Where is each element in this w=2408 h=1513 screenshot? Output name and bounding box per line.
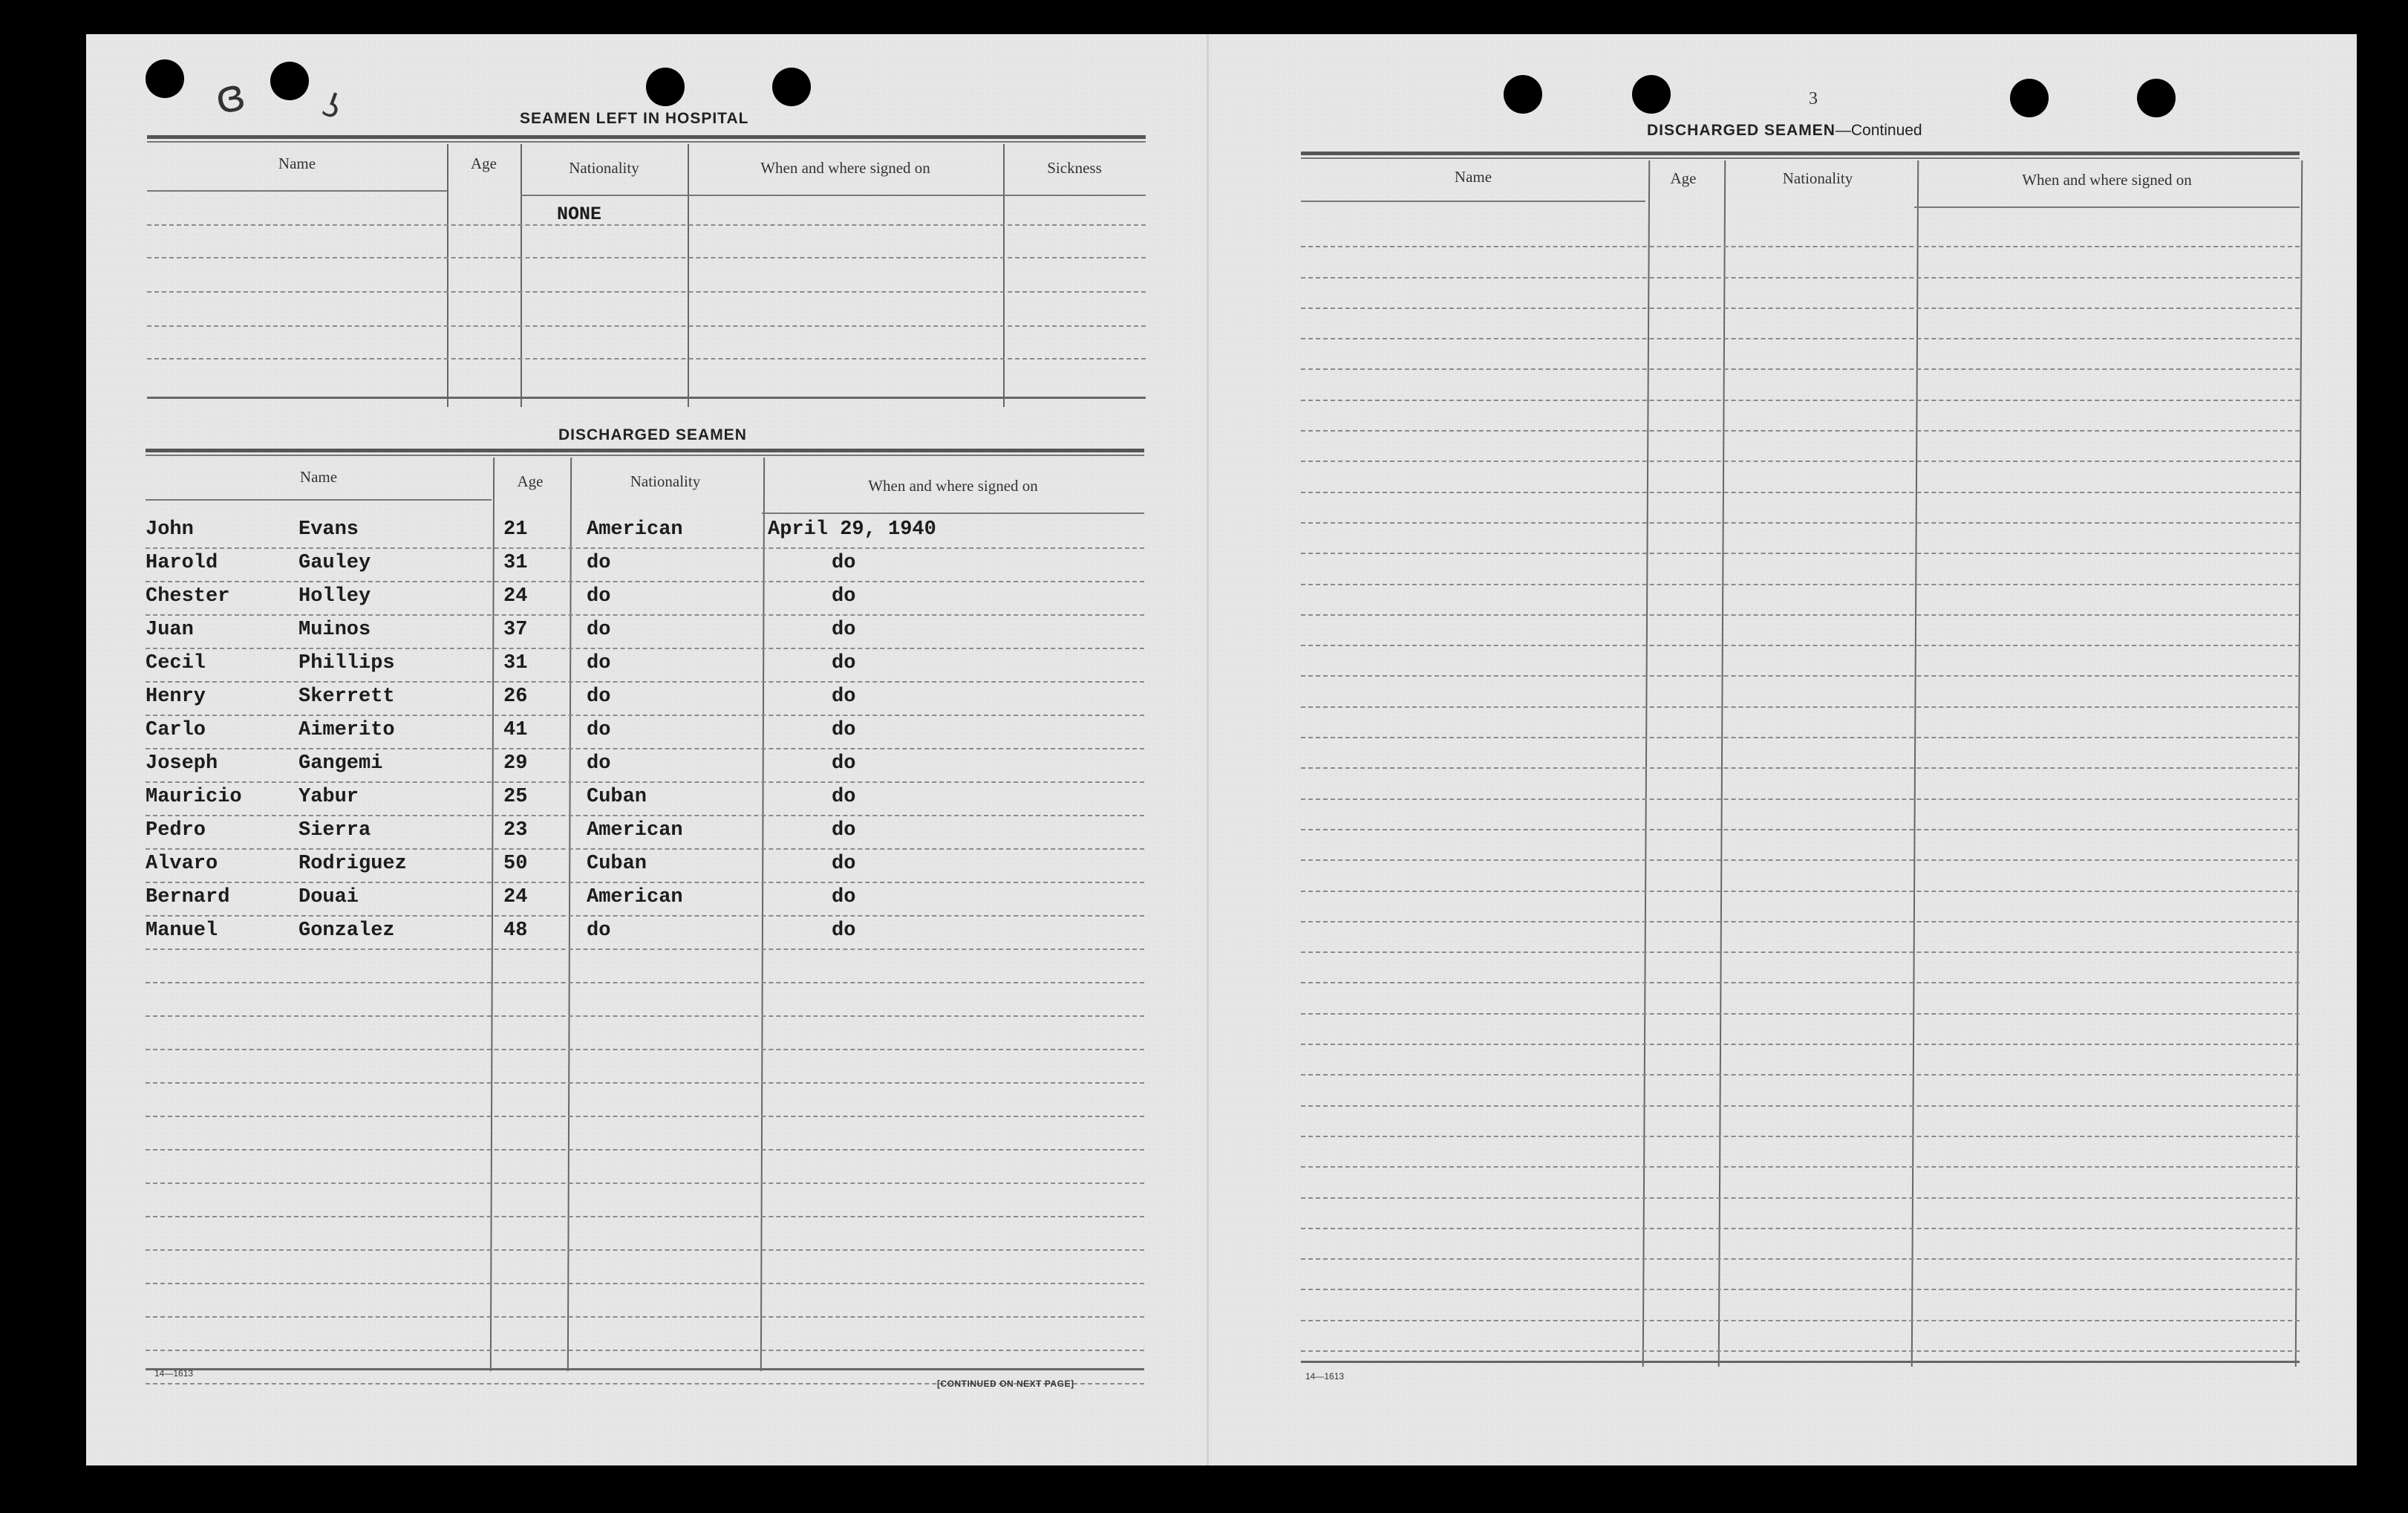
seaman-first-name: Bernard: [146, 886, 230, 908]
table-row: [146, 1217, 1144, 1251]
page-number: 3: [1809, 89, 1818, 108]
table-row: [1301, 861, 2300, 891]
seaman-signed-on: do: [832, 719, 856, 741]
hospital-table: [147, 135, 1146, 407]
page-fold: [1207, 34, 1209, 1465]
seaman-age: 26: [503, 686, 528, 708]
seaman-last-name: Sierra: [298, 819, 371, 842]
punch-hole: [270, 62, 309, 100]
table-row: [1301, 769, 2300, 799]
table-row: [1301, 923, 2300, 953]
table-row: [146, 683, 1144, 716]
seaman-signed-on: do: [832, 886, 856, 908]
seaman-nationality: American: [587, 518, 683, 541]
seaman-last-name: Muinos: [298, 619, 371, 641]
table-row: [146, 883, 1144, 917]
seaman-signed-on: do: [832, 752, 856, 775]
table-row: [1301, 432, 2300, 462]
table-row: [146, 950, 1144, 983]
seaman-signed-on: do: [832, 920, 856, 942]
seaman-signed-on: April 29, 1940: [768, 518, 936, 541]
table-row: [146, 582, 1144, 616]
table-row: [146, 549, 1144, 582]
seaman-first-name: Alvaro: [146, 853, 218, 875]
column-header-nationality: Nationality: [1782, 169, 1853, 187]
seaman-last-name: Gauley: [298, 552, 371, 574]
table-row: [1301, 646, 2300, 677]
pencil-mark: ʖ: [317, 85, 347, 128]
table-row: [146, 783, 1144, 816]
seaman-age: 23: [503, 819, 528, 842]
seaman-age: 48: [503, 920, 528, 942]
seaman-signed-on: do: [832, 786, 856, 808]
table-row: [1301, 1199, 2300, 1229]
seaman-age: 29: [503, 752, 528, 775]
seaman-first-name: Chester: [146, 585, 230, 608]
table-row: [1301, 524, 2300, 554]
seaman-nationality: American: [587, 819, 683, 842]
column-header-age: Age: [471, 154, 497, 172]
table-row: [1301, 462, 2300, 492]
punch-hole: [2010, 79, 2049, 117]
table-row: [1301, 279, 2300, 309]
column-header-signed-on: When and where signed on: [868, 477, 1038, 495]
table-row: [146, 917, 1144, 950]
seaman-last-name: Rodriguez: [298, 853, 407, 875]
seaman-nationality: do: [587, 619, 611, 641]
table-row: [1301, 401, 2300, 432]
table-row: [1301, 1321, 2300, 1352]
table-row: [1301, 1291, 2300, 1321]
seaman-first-name: Carlo: [146, 719, 206, 741]
seaman-first-name: Juan: [146, 619, 194, 641]
table-row: [1301, 1168, 2300, 1198]
table-row: [1301, 677, 2300, 708]
seaman-nationality: do: [587, 552, 611, 574]
column-header-sickness: Sickness: [1047, 159, 1102, 177]
seaman-age: 25: [503, 786, 528, 808]
seaman-signed-on: do: [832, 853, 856, 875]
seaman-nationality: do: [587, 752, 611, 775]
table-row: [1301, 800, 2300, 830]
seaman-last-name: Skerrett: [298, 686, 395, 708]
table-row: [146, 983, 1144, 1017]
column-header-name: Name: [278, 154, 316, 172]
form-number: 14—1613: [154, 1368, 194, 1379]
table-row: [146, 1251, 1144, 1284]
seaman-nationality: do: [587, 652, 611, 674]
table-row: [1301, 309, 2300, 339]
table-row: [146, 1318, 1144, 1351]
seaman-age: 31: [503, 652, 528, 674]
seaman-age: 37: [503, 619, 528, 641]
table-row: [1301, 217, 2300, 247]
seaman-age: 50: [503, 853, 528, 875]
seaman-age: 41: [503, 719, 528, 741]
seaman-first-name: Cecil: [146, 652, 206, 674]
seaman-age: 31: [503, 552, 528, 574]
table-row: [1301, 585, 2300, 616]
seaman-signed-on: do: [832, 819, 856, 842]
hospital-section-title: SEAMEN LEFT IN HOSPITAL: [520, 110, 749, 127]
seaman-nationality: do: [587, 920, 611, 942]
table-row: [1301, 1015, 2300, 1045]
table-row: [146, 1184, 1144, 1217]
table-row: [1301, 953, 2300, 983]
table-row: [1301, 830, 2300, 861]
table-row: [1301, 1107, 2300, 1137]
seaman-last-name: Aimerito: [298, 719, 395, 741]
table-row: [146, 716, 1144, 749]
table-row: [146, 616, 1144, 649]
form-number: 14—1613: [1305, 1371, 1345, 1382]
continued-note: [CONTINUED ON NEXT PAGE]: [937, 1379, 1074, 1389]
seaman-first-name: Pedro: [146, 819, 206, 842]
table-row: [1301, 1045, 2300, 1076]
table-row: [1301, 1137, 2300, 1168]
punch-hole: [2137, 79, 2176, 117]
continued-table: [1301, 152, 2300, 1370]
seaman-first-name: Joseph: [146, 752, 218, 775]
continued-section-title: [1647, 122, 1922, 140]
seaman-age: 24: [503, 585, 528, 608]
column-header-signed-on: When and where signed on: [2022, 171, 2192, 189]
seaman-nationality: do: [587, 686, 611, 708]
table-row: [146, 1084, 1144, 1117]
column-header-nationality: Nationality: [630, 472, 701, 490]
continued-title-suffix: —Continued: [1835, 122, 1922, 139]
table-row: [146, 1151, 1144, 1184]
table-row: [1301, 984, 2300, 1015]
pencil-mark: ɞ: [210, 68, 250, 126]
continued-title-main: DISCHARGED SEAMEN: [1647, 122, 1836, 139]
discharged-table: [146, 449, 1144, 1374]
table-row: [1301, 1260, 2300, 1290]
seaman-nationality: American: [587, 886, 683, 908]
table-row: [146, 515, 1144, 549]
table-row: [1301, 1076, 2300, 1106]
seaman-signed-on: do: [832, 585, 856, 608]
table-row: [1301, 371, 2300, 401]
seaman-first-name: John: [146, 518, 194, 541]
table-row: [1301, 738, 2300, 769]
seaman-first-name: Harold: [146, 552, 218, 574]
table-row: [1301, 247, 2300, 278]
seaman-signed-on: do: [832, 552, 856, 574]
seaman-nationality: Cuban: [587, 853, 647, 875]
table-row: [1301, 493, 2300, 524]
seaman-age: 24: [503, 886, 528, 908]
seaman-last-name: Gonzalez: [298, 920, 395, 942]
seaman-last-name: Phillips: [298, 652, 395, 674]
table-row: [146, 749, 1144, 783]
table-row: [146, 1017, 1144, 1050]
punch-hole: [1504, 75, 1542, 114]
table-row: [1301, 339, 2300, 370]
discharged-section-title: DISCHARGED SEAMEN: [558, 426, 747, 443]
seaman-first-name: Henry: [146, 686, 206, 708]
seaman-nationality: do: [587, 719, 611, 741]
seaman-last-name: Gangemi: [298, 752, 383, 775]
seaman-last-name: Douai: [298, 886, 359, 908]
table-row: [146, 649, 1144, 683]
column-header-age: Age: [1670, 169, 1697, 187]
table-row: [1301, 554, 2300, 585]
column-header-age: Age: [517, 472, 544, 490]
table-row: [146, 1117, 1144, 1151]
seaman-first-name: Manuel: [146, 920, 218, 942]
seaman-signed-on: do: [832, 686, 856, 708]
seaman-first-name: Mauricio: [146, 786, 242, 808]
table-row: [1301, 708, 2300, 738]
seaman-nationality: Cuban: [587, 786, 647, 808]
seaman-last-name: Evans: [298, 518, 359, 541]
table-row: [146, 850, 1144, 883]
seaman-signed-on: do: [832, 652, 856, 674]
seaman-age: 21: [503, 518, 528, 541]
table-row: [146, 1284, 1144, 1318]
punch-hole: [772, 68, 811, 106]
table-row: [1301, 892, 2300, 923]
seaman-last-name: Yabur: [298, 786, 359, 808]
table-row: [1301, 1229, 2300, 1260]
seaman-last-name: Holley: [298, 585, 371, 608]
table-row: [1301, 616, 2300, 646]
punch-hole: [146, 59, 184, 98]
column-header-nationality: Nationality: [569, 159, 639, 177]
column-header-name: Name: [299, 468, 338, 486]
column-header-signed-on: When and where signed on: [760, 159, 930, 177]
punch-hole: [646, 68, 685, 106]
table-row: [146, 1050, 1144, 1084]
table-row: [146, 816, 1144, 850]
seaman-nationality: do: [587, 585, 611, 608]
column-header-name: Name: [1454, 168, 1492, 186]
seaman-signed-on: do: [832, 619, 856, 641]
punch-hole: [1632, 75, 1671, 114]
hospital-entry: NONE: [557, 204, 602, 225]
